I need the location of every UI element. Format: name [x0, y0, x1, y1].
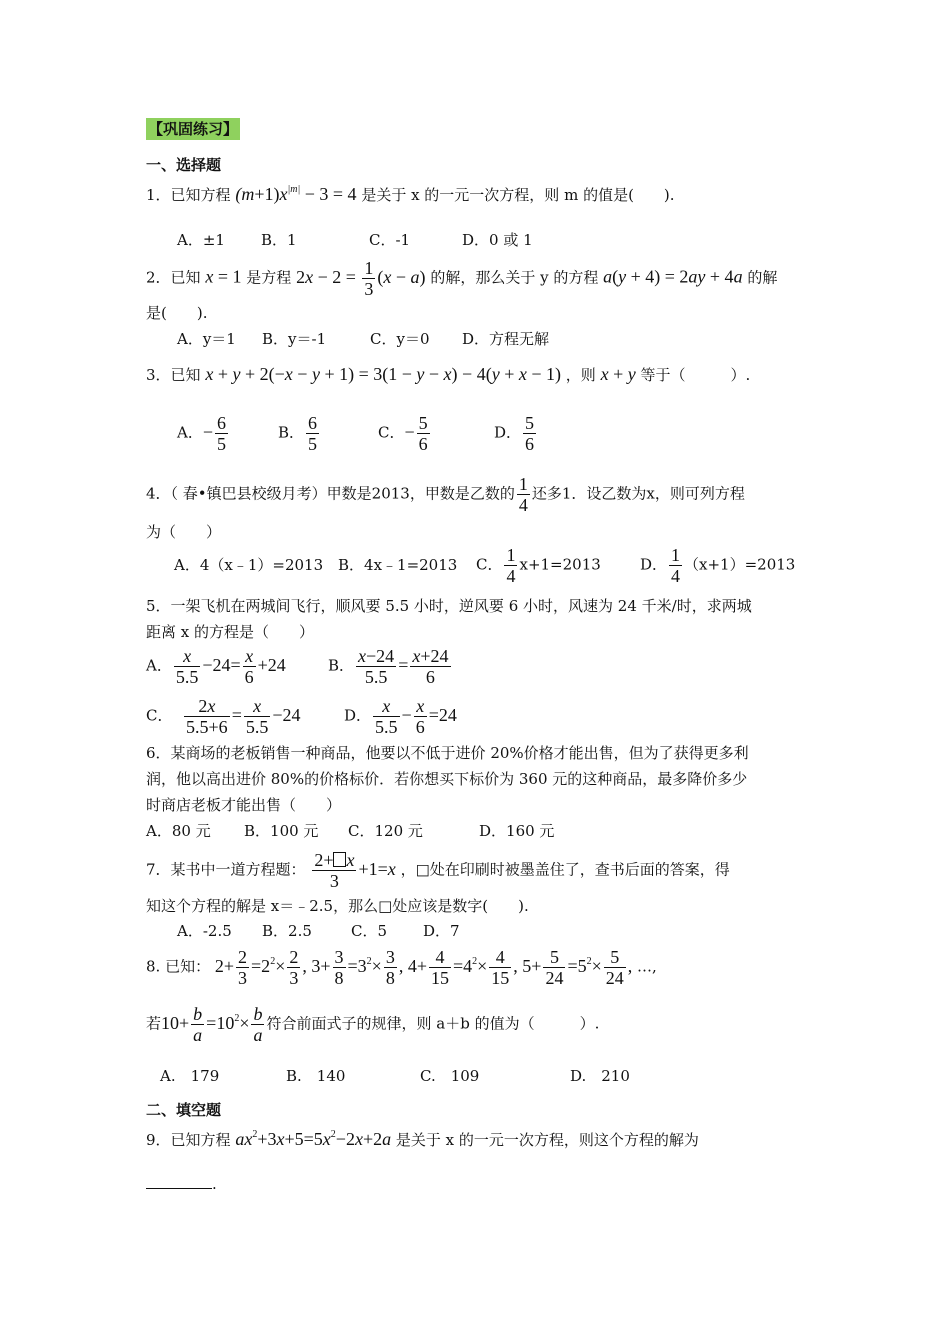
q2-option-d: D．方程无解	[462, 330, 550, 348]
q9-equation: $ax^2+3x+5=5x^2-2x+2a$	[235, 1129, 392, 1149]
q2-equation-1: 2x − 2 = $\frac{1}{3}$ (x − a)	[296, 258, 426, 299]
q7-option-a: A．-2.5	[177, 922, 232, 940]
q7-line2: 知这个方程的解是 x＝﹣2.5，那么□处应该是数字( ).	[146, 897, 529, 915]
q6-option-c: C．120 元	[348, 822, 423, 840]
q2-equation-2: a(y + 4) = 2ay + 4a	[603, 266, 743, 287]
q1-equation: $(m+1)x^{|m|} - 3 = 4$	[235, 184, 357, 204]
q4-option-d: D． $\frac{1}{4}$ （x+1）=2013	[640, 545, 796, 586]
q4-option-c: C． $\frac{1}{4}$ x+1=2013	[476, 545, 601, 586]
question-9	[146, 1125, 699, 1150]
q9-tail: .	[212, 1175, 217, 1193]
q3-option-b: B． $\frac{6}{5}$	[278, 413, 318, 454]
q7-option-b: B．2.5	[262, 922, 312, 940]
q3-label-c: C．	[378, 423, 405, 442]
q7-suffix: ，□处在印刷时被墨盖住了，查书后面的答案，得	[400, 860, 730, 879]
q7-option-d: D．7	[423, 922, 460, 940]
q7-prefix: 7．某书中一道方程题：	[146, 860, 306, 879]
q1-option-b: B．1	[261, 231, 297, 249]
ink-covered-box	[333, 852, 346, 867]
question-8	[146, 947, 657, 988]
q2-option-a: A．y＝1	[177, 330, 236, 348]
q9-suffix: 是关于 x 的一元一次方程，则这个方程的解为	[395, 1131, 699, 1149]
q8-pattern: 2+ $\frac{2}{3}$ $=2^2\times$ $\frac{2}{3}$ , 3+ $\frac{3}{8}$ $=3^2\times$ $\frac{3}{8}$ , 4+ $\frac{4}{15}$ $=4^2\times$ $\frac{4}{15}$ , 5+ $\frac{5}{24}$ $=5^2\times$ $\frac{5}{24}$ ,	[214, 947, 633, 988]
q3-label-d: D．	[494, 423, 522, 442]
q5-option-d: D． $\frac{x}{5.5}$ − $\frac{x}{6}$ =24	[344, 696, 457, 737]
q2-x-value: x = 1	[205, 266, 242, 287]
q8-prefix: 8. 已知：	[146, 957, 211, 976]
question-3	[146, 364, 750, 385]
q3-label-a: A．	[177, 423, 203, 442]
q2-option-b: B．y＝-1	[262, 330, 327, 348]
q8-option-c: C. 109	[420, 1067, 480, 1085]
q5-option-a: A． $\frac{x}{5.5}$ −24= $\frac{x}{6}$ +24	[146, 646, 286, 687]
q8-line2-prefix: 若	[146, 1014, 162, 1033]
q6-line1: 6．某商场的老板销售一种商品，他要以不低于进价 20%价格才能出售，但为了获得更多利	[146, 744, 749, 762]
q3-option-d: D． $\frac{5}{6}$	[494, 413, 535, 454]
q5-label-c: C．	[146, 706, 173, 725]
q3-prefix: 3．已知	[146, 366, 201, 384]
q4-prefix: 4．（ 春•镇巴县校级月考）甲数是2013，甲数是乙数的	[146, 484, 515, 503]
q6-option-a: A．80 元	[146, 822, 211, 840]
q9-answer-line	[146, 1174, 217, 1194]
q4-suffix: 还多1．设乙数为x，则可列方程	[531, 484, 745, 503]
section-heading-choice: 一、选择题	[146, 156, 222, 174]
q7-option-c: C．5	[351, 922, 388, 940]
question-4: 4．（ 春•镇巴县校级月考）甲数是2013，甲数是乙数的 $\frac{1}{4}$ 还多1．设乙数为x，则可列方程	[146, 474, 745, 515]
q3-label-b: B．	[278, 423, 305, 442]
q1-prefix: 1．已知方程	[146, 186, 231, 204]
q5-label-a: A．	[146, 656, 172, 675]
q9-answer-blank[interactable]	[146, 1174, 212, 1189]
q5-option-b: B． $\frac{x-24}{5.5}$ = $\frac{x+24}{6}$	[328, 646, 449, 687]
q7-equation: $\frac{2+ x}{3}$ +1=x	[314, 850, 396, 891]
q4-label-c: C．	[476, 555, 503, 574]
q3-equation: x + y + 2(−x − y + 1) = 3(1 − y − x) − 4(y + x − 1)	[205, 364, 561, 384]
section-badge: 【巩固练习】	[148, 120, 239, 138]
q4-line2: 为（ ）	[146, 523, 222, 541]
q6-option-d: D．160 元	[479, 822, 555, 840]
question-1	[146, 180, 675, 205]
q5-line2: 距离 x 的方程是（ ）	[146, 623, 314, 641]
q4-option-a: A．4（x﹣1）=2013	[174, 556, 324, 574]
section-heading-fill: 二、填空题	[146, 1101, 222, 1119]
q1-option-d: D．0 或 1	[462, 231, 533, 249]
q2-prefix: 2．已知	[146, 268, 201, 287]
q1-suffix: 是关于 x 的一元一次方程，则 m 的值是( ).	[361, 186, 675, 204]
q6-option-b: B．100 元	[244, 822, 319, 840]
q8-option-b: B. 140	[286, 1067, 346, 1085]
question-2	[146, 258, 777, 299]
q4-label-d: D．	[640, 555, 668, 574]
q1-option-a: A．±1	[177, 231, 225, 249]
q6-line2: 润，他以高出进价 80%的价格标价．若你想买下标价为 360 元的这种商品，最多降价多少	[146, 770, 748, 788]
q8-line2-suffix: 符合前面式子的规律，则 a＋b 的值为（ ）.	[266, 1014, 600, 1033]
q3-expression: x + y	[600, 364, 636, 384]
q4-option-c-tail: x+1=2013	[519, 555, 601, 574]
q5-label-d: D．	[344, 706, 372, 725]
q9-prefix: 9．已知方程	[146, 1131, 231, 1149]
q2-mid1: 是方程	[246, 268, 292, 287]
q2-option-c: C．y＝0	[370, 330, 430, 348]
q8-option-d: D. 210	[570, 1067, 630, 1085]
q5-option-c: C． $\frac{2x}{5.5+6}$ = $\frac{x}{5.5}$ −24	[146, 696, 301, 737]
q2-mid2: 的解，那么关于 y 的方程	[430, 268, 599, 287]
q3-option-c: C．− $\frac{5}{6}$	[378, 413, 428, 454]
q4-option-b: B．4x﹣1=2013	[338, 556, 458, 574]
q4-option-d-tail: （x+1）=2013	[684, 555, 796, 574]
q3-option-a: A．− $\frac{6}{5}$	[177, 413, 226, 454]
q5-label-b: B．	[328, 656, 355, 675]
q1-option-c: C．-1	[369, 231, 411, 249]
q5-line1: 5．一架飞机在两城间飞行，顺风要 5.5 小时，逆风要 6 小时，风速为 24 千米/时，求两城	[146, 597, 752, 615]
q3-mid: ，则	[565, 366, 596, 384]
q8-option-a: A. 179	[160, 1067, 220, 1085]
q2-line2: 是( ).	[146, 304, 208, 322]
q8-ellipsis: …,	[637, 957, 657, 976]
question-7	[146, 850, 730, 891]
q2-mid3: 的解	[747, 268, 778, 287]
q3-suffix: 等于（ ）.	[640, 366, 751, 384]
q8-line2	[146, 1004, 599, 1045]
q8-target-equation: 10+ $\frac{b}{a}$ $=10^2\times$ $\frac{b}{a}$	[161, 1004, 263, 1045]
q6-line3: 时商店老板才能出售（ ）	[146, 796, 342, 814]
